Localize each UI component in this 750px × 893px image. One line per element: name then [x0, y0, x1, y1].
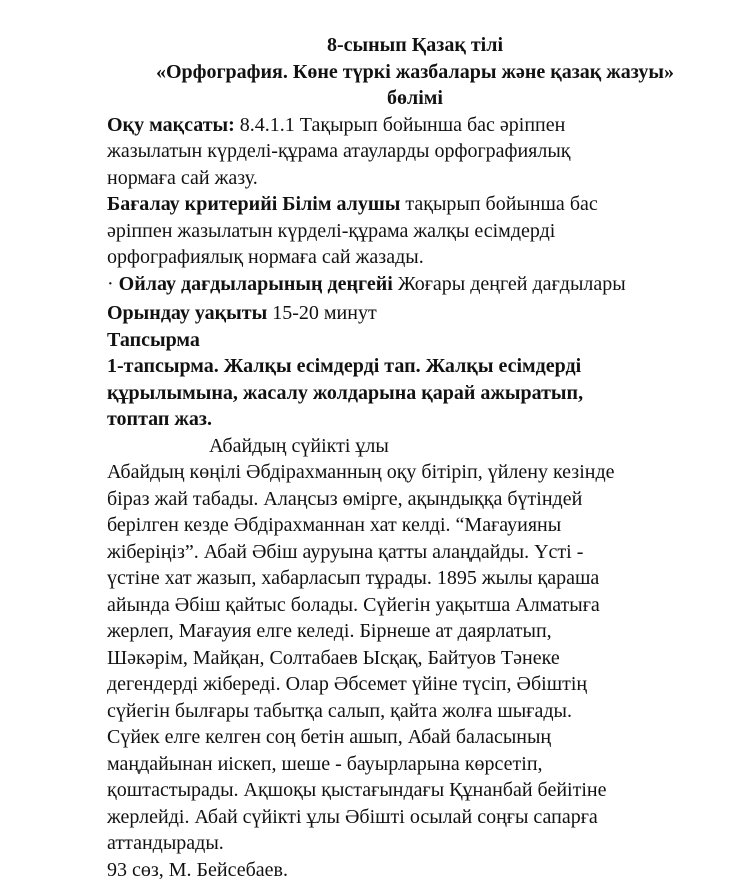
story-line: Сүйек елге келген соң бетін ашып, Абай баласының	[107, 726, 552, 748]
story-line: жерлейді. Абай сүйікті ұлы Әбішті осылай соңғы сапарға	[107, 805, 598, 828]
criteria-text-1: тақырып бойынша бас	[400, 193, 598, 215]
story-line: айында Әбіш қайтыс болады. Сүйегін уақытша Алматыға	[107, 593, 600, 616]
story-line: Абайдың көңілі Әбдірахманның оқу бітіріп, үйлену кезінде	[107, 461, 615, 483]
header-grade-subject: 8-сынып Қазақ тілі	[326, 34, 504, 56]
story-line: біраз жай табады. Алаңсыз өмірге, ақындыққа бүтіндей	[107, 487, 583, 510]
story-line: қоштастырады. Ақшоқы қыстағындағы Құнанбай бейітіне	[107, 779, 607, 801]
story-text	[107, 459, 717, 857]
story-line: Шәкәрім, Майқан, Солтабаев Ысқақ, Байтуов Тәнеке	[107, 646, 560, 669]
task-heading: Тапсырма	[107, 328, 200, 351]
story-footer: 93 сөз, М. Бейсебаев.	[107, 858, 288, 881]
story-line: сүйегін былғары табытқа салып, қайта жолға шығады.	[107, 699, 572, 722]
objective-label: Оқу мақсаты:	[107, 113, 235, 136]
objective-text-3: нормаға сай жазу.	[107, 166, 258, 189]
thinking-text: Жоғары деңгей дағдылары	[392, 272, 626, 295]
time-label: Орындау уақыты	[107, 302, 268, 324]
header-section-title: «Орфография. Көне түркі жазбалары және қазақ жазуы»	[155, 60, 675, 83]
criteria-text-3: орфографиялық нормаға сай жазады.	[107, 246, 424, 268]
document-page	[107, 32, 717, 883]
story-line: жіберіңіз”. Абай Әбіш ауруына қатты алаңдайды. Үсті -	[107, 540, 584, 563]
learning-objective	[107, 112, 717, 192]
task-1-line-1: 1-тапсырма. Жалқы есімдерді тап. Жалқы есімдерді	[107, 355, 582, 377]
thinking-label: Ойлау дағдыларының деңгейі	[118, 272, 393, 295]
story-line: аттандырады.	[107, 832, 224, 854]
criteria-text-2: әріппен жазылатын күрделі-құрама жалқы есімдерді	[107, 219, 556, 242]
story-line: маңдайынан иіскеп, шеше - бауырларына көрсетіп,	[107, 752, 543, 775]
task-1-line-3: топтап жаз.	[107, 408, 212, 430]
task-1	[107, 353, 717, 433]
thinking-bullet: ·	[107, 272, 119, 295]
story-line: берілген кезде Әбдірахманнан хат келді. “Мағауияны	[107, 514, 562, 536]
objective-text-2: жазылатын күрделі-құрама атауларды орфографиялық	[107, 140, 571, 162]
story-line: дегендерді жібереді. Олар Әбсемет үйіне түсіп, Әбіштің	[107, 673, 588, 695]
story-line: үстіне хат жазып, хабарласып тұрады. 1895 жылы қараша	[107, 567, 600, 589]
document-header	[97, 32, 733, 112]
time-text: 15-20 минут	[267, 302, 377, 324]
assessment-criteria	[107, 191, 717, 271]
story-title: Абайдың сүйікті ұлы	[209, 434, 389, 457]
completion-time	[107, 300, 717, 327]
criteria-label: Бағалау критерийі Білім алушы	[107, 193, 401, 215]
task-1-line-2: құрылымына, жасалу жолдарына қарай ажыратып,	[107, 381, 584, 404]
header-section-word: бөлімі	[387, 87, 443, 109]
objective-text-1: 8.4.1.1 Тақырып бойынша бас әріппен	[234, 113, 566, 136]
story-line: жерлеп, Мағауия елге келеді. Бірнеше ат даярлатып,	[107, 620, 552, 642]
thinking-skills-level	[107, 271, 717, 298]
